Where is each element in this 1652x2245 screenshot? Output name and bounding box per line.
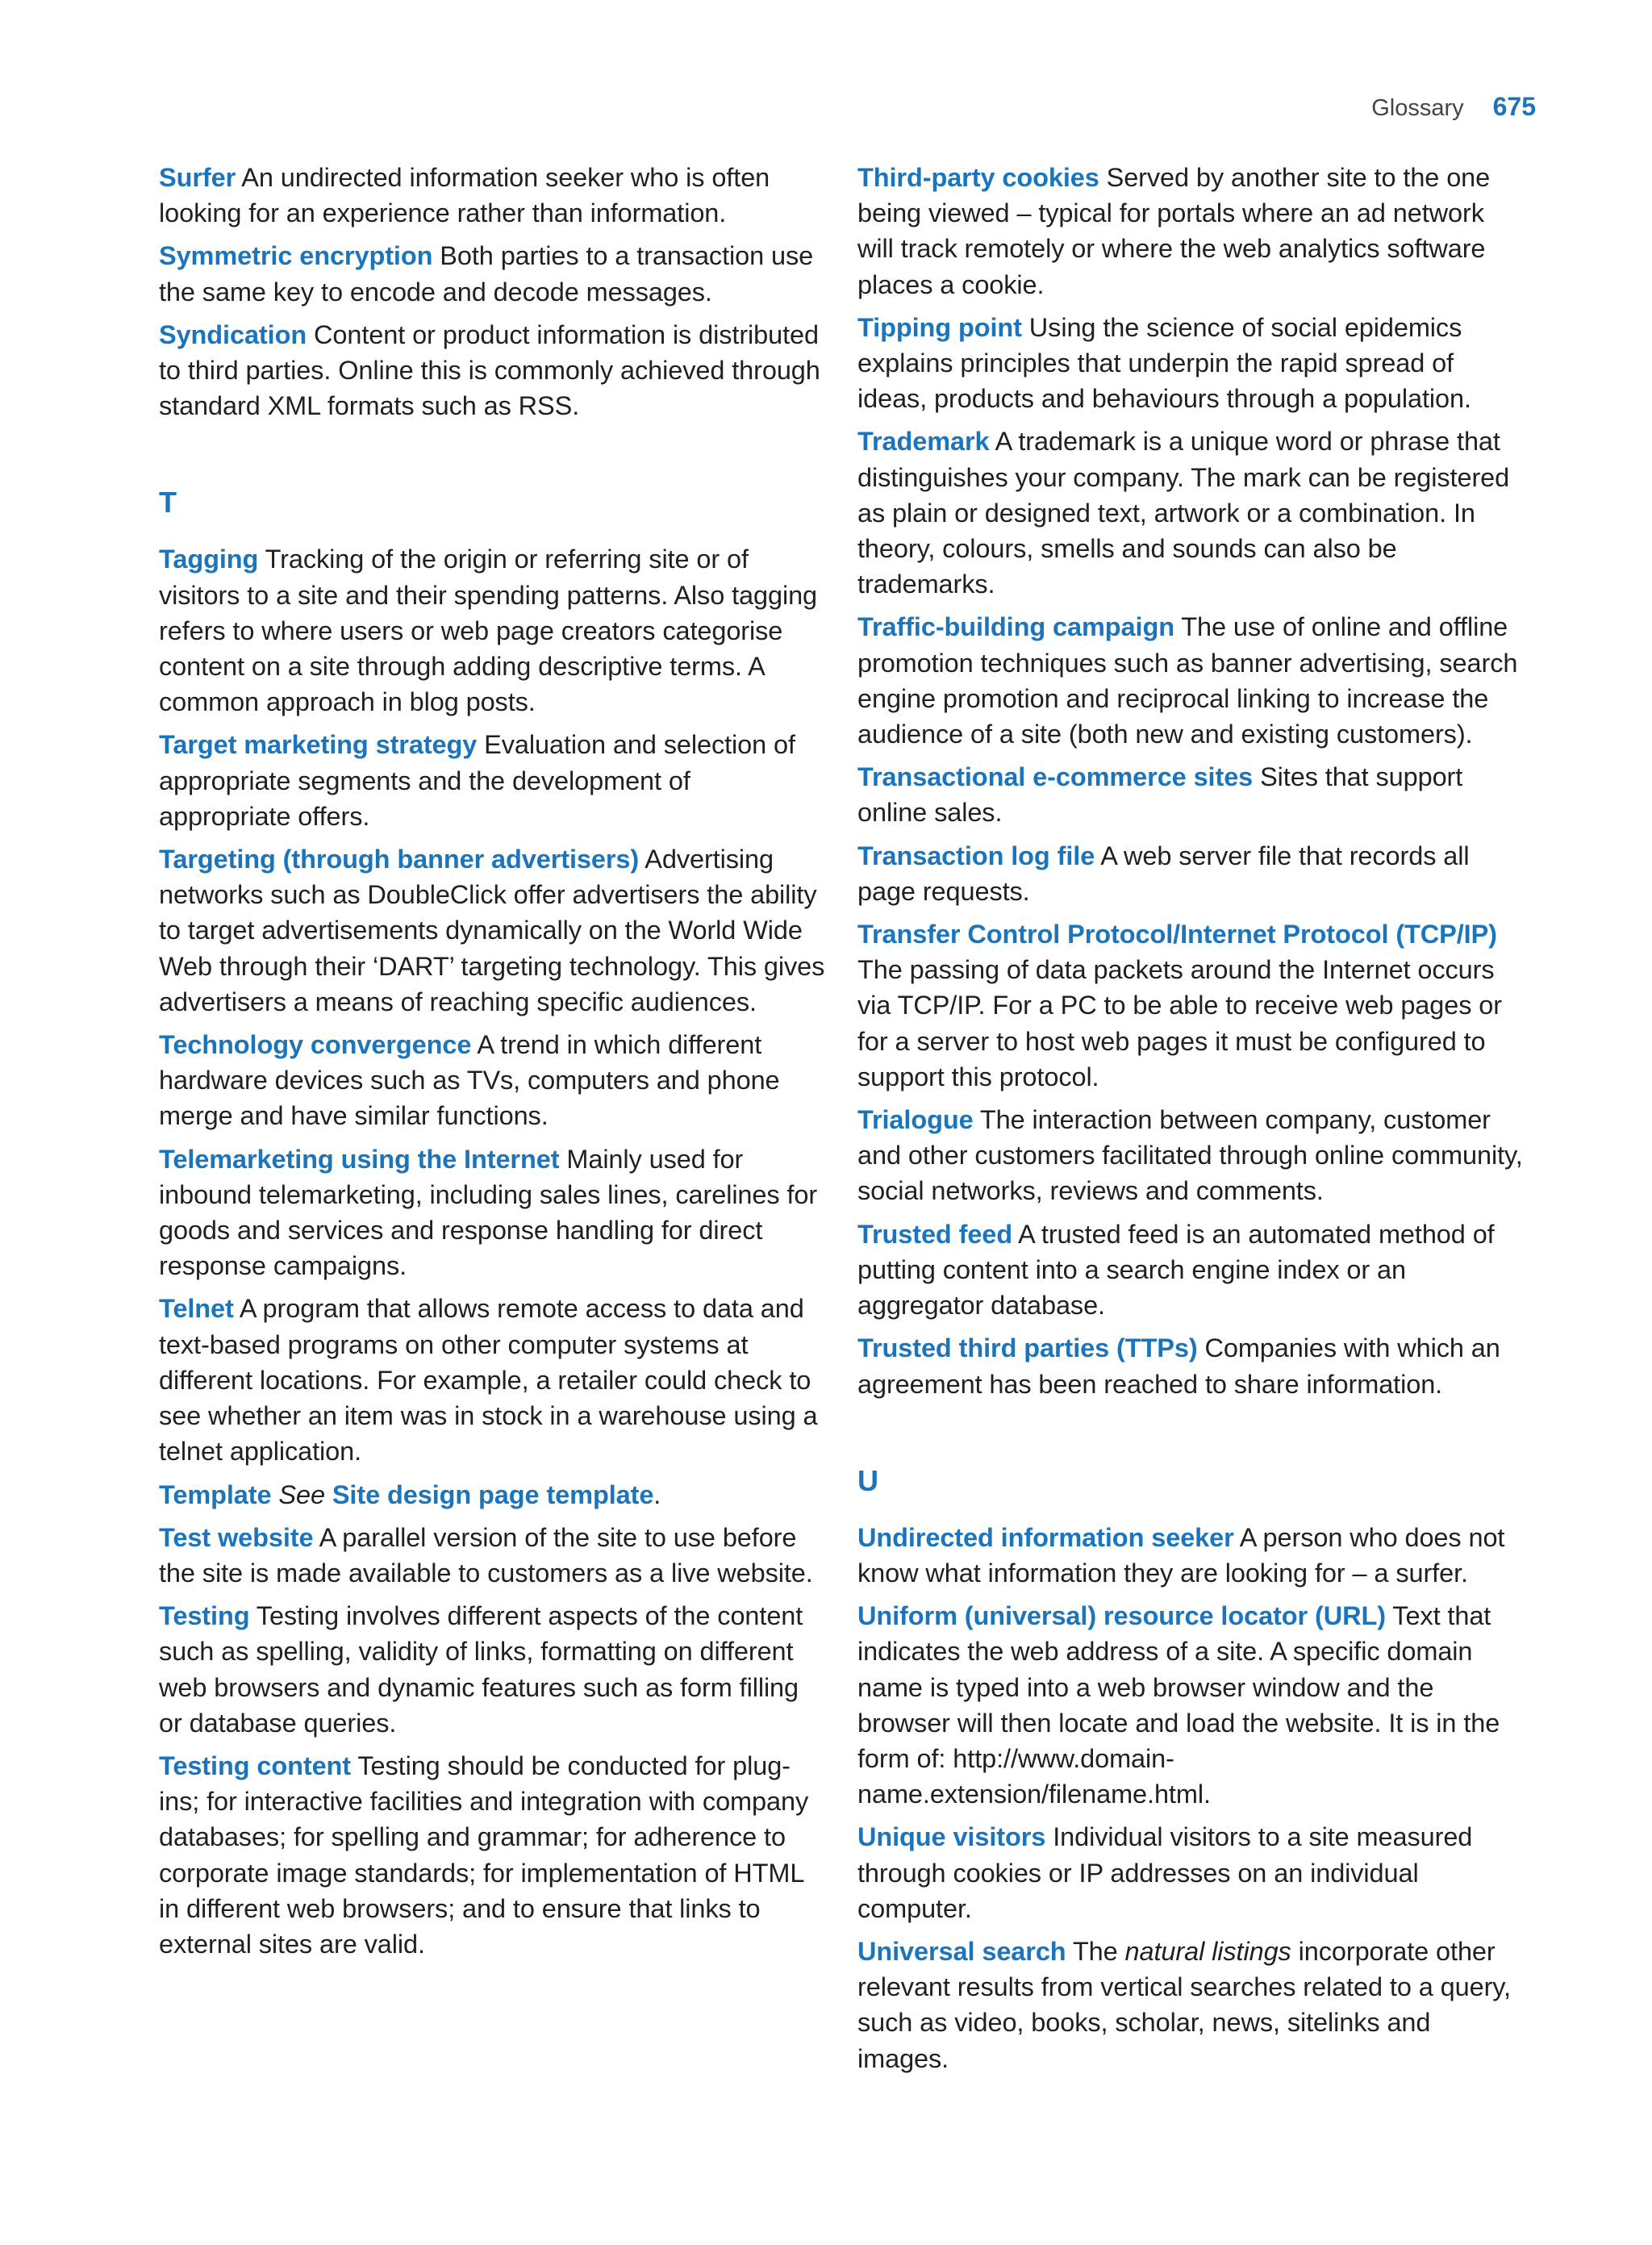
glossary-term: Transactional e-commerce sites: [857, 762, 1254, 792]
glossary-entry: [857, 759, 1527, 830]
glossary-term: Testing content: [159, 1751, 352, 1780]
glossary-entry: [159, 1141, 828, 1284]
glossary-definition: Testing involves different aspects of the content such as spelling, validity of links, formatting on different web browsers and dynamic features such as form filling or database queries.: [159, 1601, 803, 1738]
glossary-term: Transfer Control Protocol/Internet Protocol (TCP/IP): [857, 920, 1497, 949]
glossary-definition: An undirected information seeker who is often looking for an experience rather than information.: [159, 163, 770, 228]
glossary-definition: Both parties to a transaction use the same key to encode and decode messages.: [159, 241, 814, 307]
glossary-definition: A person who does not know what information they are looking for – a surfer.: [857, 1522, 1505, 1588]
glossary-definition: Text that indicates the web address of a site. A specific domain name is typed into a web browser window and the browser will then locate and load the website. It is in the form of: http://www.domain-name.extension/filename.html.: [857, 1601, 1500, 1809]
glossary-entry: [159, 1027, 828, 1134]
glossary-definition: A trusted feed is an automated method of putting content into a search engine index or an aggregator database.: [857, 1219, 1495, 1321]
glossary-definition: A web server file that records all page requests.: [857, 841, 1470, 906]
glossary-entry: [159, 317, 828, 424]
glossary-term: Trialogue: [857, 1105, 974, 1135]
glossary-definition: Mainly used for inbound telemarketing, including sales lines, carelines for goods and services and response handling for direct response campaigns.: [159, 1144, 818, 1281]
glossary-entry: [159, 541, 828, 720]
glossary-definition: The passing of data packets around the Internet occurs via TCP/IP. For a PC to be able to receive web pages or for a server to host web pages it must be configured to support this protocol.: [857, 955, 1503, 1091]
glossary-definition: Using the science of social epidemics explains principles that underpin the rapid spread of ideas, products and behaviours through a population.: [857, 312, 1471, 414]
glossary-definition: Sites that support online sales.: [857, 762, 1463, 828]
glossary-definition-lead: The: [1066, 1936, 1125, 1966]
glossary-term: Universal search: [857, 1936, 1066, 1966]
glossary-entry: [857, 1520, 1527, 1591]
glossary-definition: Evaluation and selection of appropriate segments and the development of appropriate offers.: [159, 730, 795, 831]
glossary-entry: [857, 1330, 1527, 1401]
glossary-definition: A trend in which different hardware devices such as TVs, computers and phone merge and have similar functions.: [159, 1030, 780, 1131]
glossary-entry: [857, 916, 1527, 1095]
glossary-entry: [857, 1934, 1527, 2076]
section-heading-u: U: [857, 1463, 878, 1497]
glossary-entry: [857, 1819, 1527, 1926]
glossary-entry: [857, 609, 1527, 752]
glossary-entry: [857, 1598, 1527, 1812]
glossary-term: Symmetric encryption: [159, 241, 433, 271]
glossary-term: Third-party cookies: [857, 163, 1099, 192]
glossary-term: Syndication: [159, 319, 307, 349]
glossary-term: Testing: [159, 1601, 250, 1631]
glossary-term: Targeting (through banner advertisers): [159, 845, 640, 874]
glossary-definition-italic: natural listings: [1124, 1936, 1291, 1966]
glossary-term: Telnet: [159, 1294, 234, 1324]
glossary-entry: [857, 1216, 1527, 1324]
glossary-definition: Content or product information is distributed to third parties. Online this is commonly achieved through standard XML formats such as RSS.: [159, 319, 820, 421]
glossary-entry: [857, 424, 1527, 602]
glossary-definition: incorporate other relevant results from vertical searches related to a query, such as video, books, scholar, news, sitelinks and images.: [857, 1936, 1511, 2073]
cross-reference-link[interactable]: Site design page template: [332, 1479, 654, 1509]
glossary-entry: [159, 727, 828, 834]
glossary-definition: A trademark is a unique word or phrase that distinguishes your company. The mark can be registered as plain or designed text, artwork or a combination. In theory, colours, smells and sounds can also be trademarks.: [857, 427, 1510, 599]
glossary-entry: [857, 310, 1527, 417]
glossary-entry: [159, 160, 828, 231]
glossary-entry: [159, 1598, 828, 1741]
left-column: [159, 160, 828, 1969]
glossary-definition: A parallel version of the site to use before the site is made available to customers as a live website.: [159, 1522, 813, 1588]
glossary-term: Traffic-building campaign: [857, 612, 1174, 642]
glossary-definition: Testing should be conducted for plug-ins; for interactive facilities and integration with company databases; for spelling and grammar; for adherence to corporate image standards; for implementation of HTML in different web browsers; and to ensure that links to external sites are valid.: [159, 1751, 809, 1959]
glossary-term: Undirected information seeker: [857, 1522, 1234, 1552]
glossary-term: Target marketing strategy: [159, 730, 478, 760]
glossary-entry: [857, 838, 1527, 909]
glossary-entry: [857, 1102, 1527, 1209]
glossary-entry: [159, 1477, 828, 1513]
glossary-term: Tipping point: [857, 312, 1022, 342]
glossary-definition: Tracking of the origin or referring site or of visitors to a site and their spending patterns. Also tagging refers to where users or web page creators categorise content on a site through adding descriptive terms. A common approach in blog posts.: [159, 545, 818, 717]
glossary-definition: A program that allows remote access to data and text-based programs on other computer systems at different locations. For example, a retailer could check to see whether an item was in stock in a warehouse using a telnet application.: [159, 1294, 818, 1467]
glossary-definition: Companies with which an agreement has been reached to share information.: [857, 1333, 1500, 1399]
glossary-term: Trusted feed: [857, 1219, 1013, 1249]
glossary-entry: [159, 238, 828, 309]
glossary-term: Tagging: [159, 545, 259, 574]
page-number: 675: [1492, 92, 1536, 121]
glossary-term: Telemarketing using the Internet: [159, 1144, 560, 1174]
glossary-entry: [857, 160, 1527, 303]
right-column: [857, 160, 1527, 2084]
see-reference-label: See: [271, 1479, 332, 1509]
glossary-definition: The use of online and offline promotion techniques such as banner advertising, search engine promotion and reciprocal linking to increase the audience of a site (both new and existing customers).: [857, 612, 1518, 749]
running-head: [1371, 92, 1536, 122]
glossary-entry: [159, 1748, 828, 1962]
glossary-entry: [159, 841, 828, 1020]
glossary-term: Trusted third parties (TTPs): [857, 1333, 1198, 1363]
glossary-term: Template: [159, 1479, 272, 1509]
glossary-term: Transaction log file: [857, 841, 1095, 870]
glossary-definition: The interaction between company, customer and other customers facilitated through online community, social networks, reviews and comments.: [857, 1105, 1523, 1206]
entry-end-punctuation: .: [653, 1479, 661, 1509]
glossary-definition: Individual visitors to a site measured through cookies or IP addresses on an individual computer.: [857, 1822, 1473, 1923]
glossary-term: Unique visitors: [857, 1822, 1046, 1852]
glossary-term: Technology convergence: [159, 1030, 472, 1060]
glossary-entry: [159, 1291, 828, 1469]
glossary-entry: [159, 1520, 828, 1591]
glossary-definition: Served by another site to the one being viewed – typical for portals where an ad network will track remotely or where the web analytics software places a cookie.: [857, 163, 1491, 299]
glossary-term: Trademark: [857, 427, 990, 457]
glossary-term: Uniform (universal) resource locator (URL): [857, 1601, 1386, 1631]
glossary-definition: Advertising networks such as DoubleClick offer advertisers the ability to target advertisements dynamically on the World Wide Web through their ‘DART’ targeting technology. This gives advertisers a means of reaching specific audiences.: [159, 845, 825, 1016]
section-heading-t: T: [159, 486, 177, 520]
glossary-term: Surfer: [159, 163, 236, 192]
glossary-term: Test website: [159, 1522, 314, 1552]
running-head-title: Glossary: [1371, 95, 1464, 121]
